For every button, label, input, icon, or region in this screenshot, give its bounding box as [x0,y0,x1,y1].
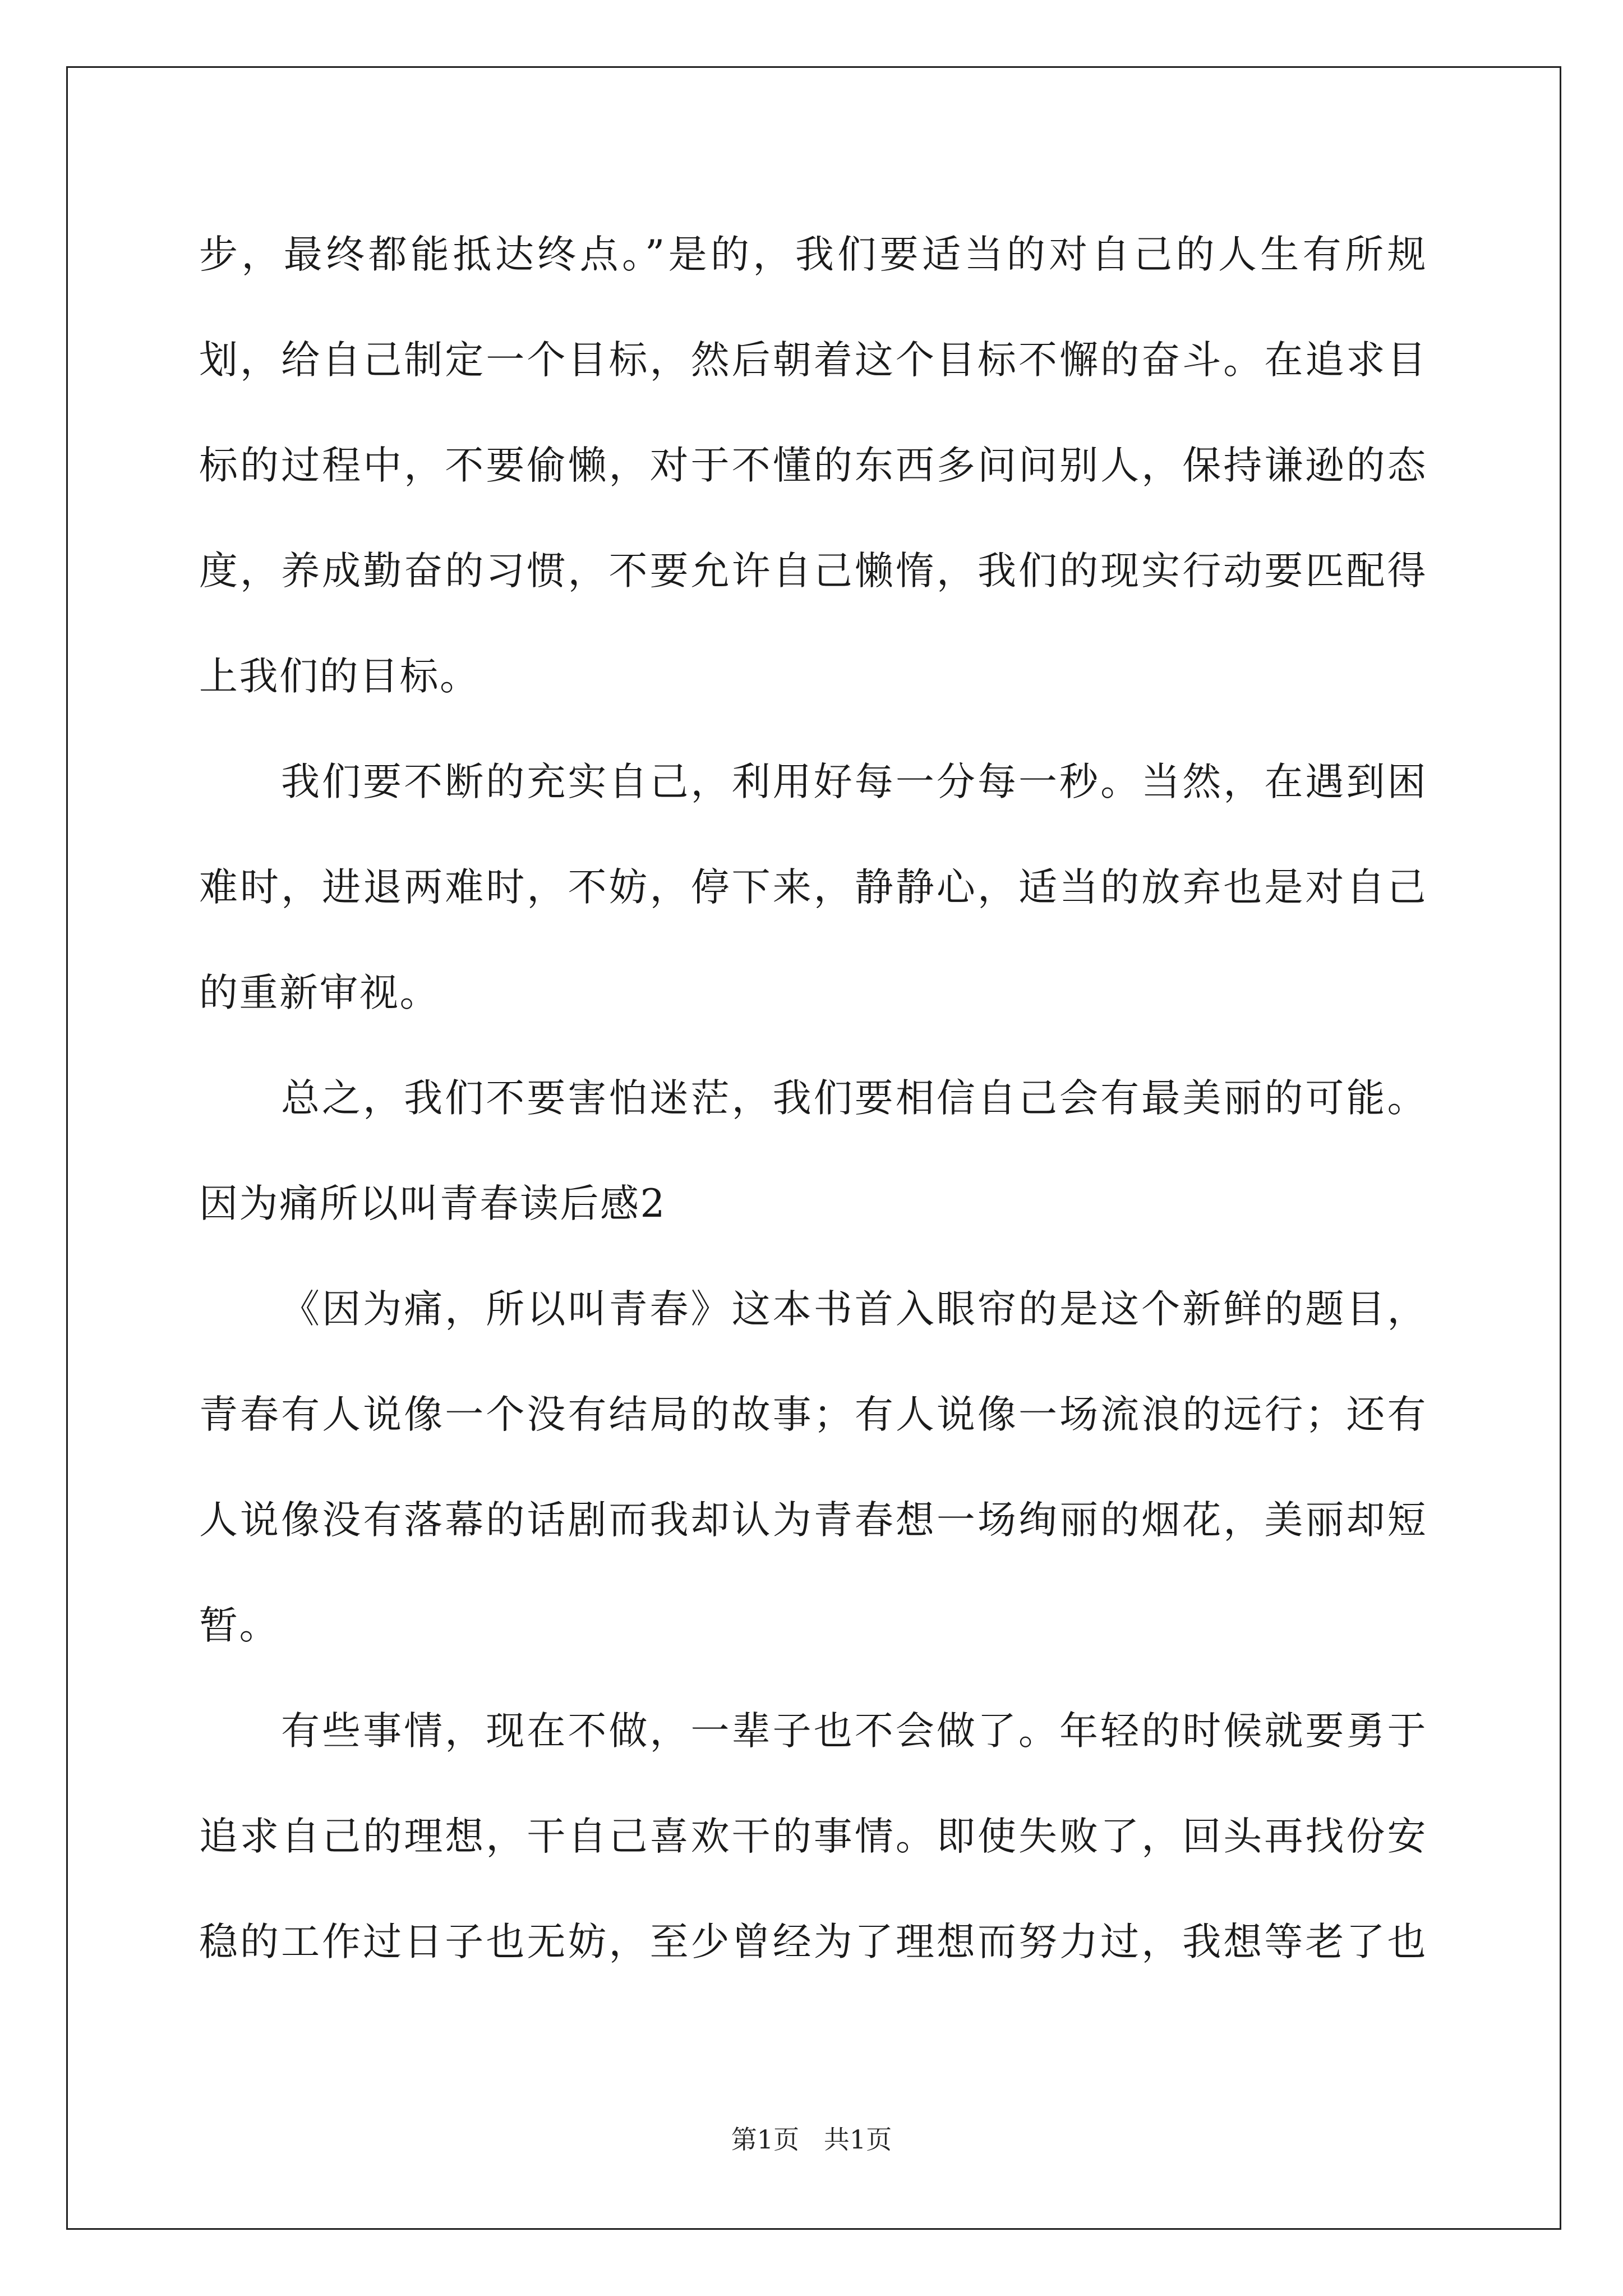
text-line: 追求自己的理想，干自己喜欢干的事情。即使失败了，回头再找份安 [199,1814,1427,1859]
text-line: 稳的工作过日子也无妨，至少曾经为了理想而努力过，我想等老了也 [199,1920,1427,1964]
paragraph-first-line: 《因为痛，所以叫青春》这本书首入眼帘的是这个新鲜的题目， [281,1287,1427,1332]
text-line: 青春有人说像一个没有结局的故事；有人说像一场流浪的远行；还有 [199,1392,1427,1437]
paragraph-first-line: 总之，我们不要害怕迷茫，我们要相信自己会有最美丽的可能。 [281,1076,1427,1121]
text-line: 划，给自己制定一个目标，然后朝着这个目标不懈的奋斗。在追求目 [199,338,1427,383]
text-line: 步，最终都能抵达终点。”是的，我们要适当的对自己的人生有所规 [199,232,1427,277]
text-line: 人说像没有落幕的话剧而我却认为青春想一场绚丽的烟花，美丽却短 [199,1498,1427,1543]
document-body [199,202,1427,1995]
text-line: 难时，进退两难时，不妨，停下来，静静心，适当的放弃也是对自己 [199,865,1427,910]
text-line: 上我们的目标。 [199,654,480,699]
text-line: 的重新审视。 [199,970,440,1015]
text-line: 标的过程中，不要偷懒，对于不懂的东西多问问别人，保持谦逊的态 [199,443,1427,488]
text-line: 度，养成勤奋的习惯，不要允许自己懒惰，我们的现实行动要匹配得 [199,549,1427,593]
text-line: 暂。 [199,1603,279,1648]
paragraph-first-line: 我们要不断的充实自己，利用好每一分每一秒。当然，在遇到困 [281,760,1427,804]
page-footer: 第1页 共1页 [731,2124,892,2155]
section-heading: 因为痛所以叫青春读后感2 [199,1181,666,1226]
paragraph-first-line: 有些事情，现在不做，一辈子也不会做了。年轻的时候就要勇于 [281,1709,1427,1754]
